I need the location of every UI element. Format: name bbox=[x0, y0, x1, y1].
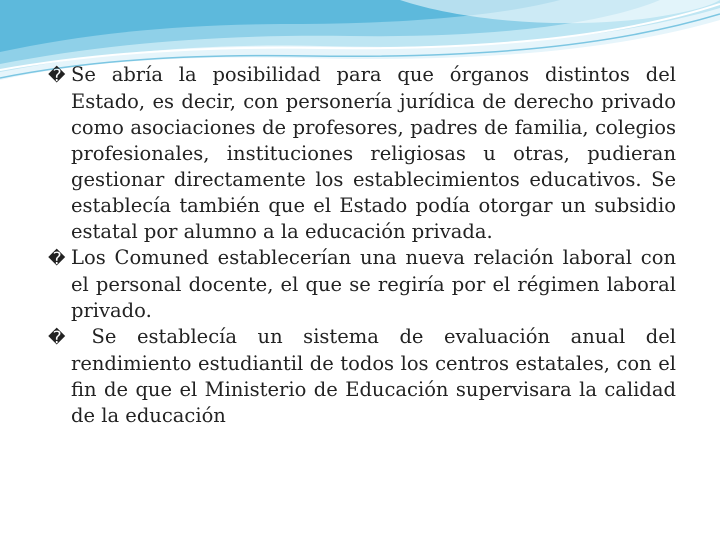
bullet-marker-icon: � bbox=[48, 328, 66, 348]
bullet-list bbox=[48, 62, 676, 429]
bullet-text: Se establecía un sistema de evaluación anual del rendimiento estudiantil de todos los centros estatales, con el fin de que el Ministerio de Educación supervisara la calidad de la educación bbox=[71, 325, 676, 427]
bullet-text: Se abría la posibilidad para que órganos distintos del Estado, es decir, con personería jurídica de derecho privado como asociaciones de profesores, padres de familia, colegios profesionales, instituciones religiosas u otras, pudieran gestionar directamente los establecimientos educativos. Se establecía también que el Estado podía otorgar un subsidio estatal por alumno a la educación privada. bbox=[71, 63, 676, 243]
bullet-item bbox=[48, 245, 676, 324]
bullet-text: Los Comuned establecerían una nueva relación laboral con el personal docente, el que se regiría por el régimen laboral privado. bbox=[71, 246, 676, 322]
bullet-marker-icon: � bbox=[48, 66, 66, 86]
bullet-marker-icon: � bbox=[48, 249, 66, 269]
bullet-item bbox=[48, 62, 676, 245]
bullet-item bbox=[48, 324, 676, 429]
